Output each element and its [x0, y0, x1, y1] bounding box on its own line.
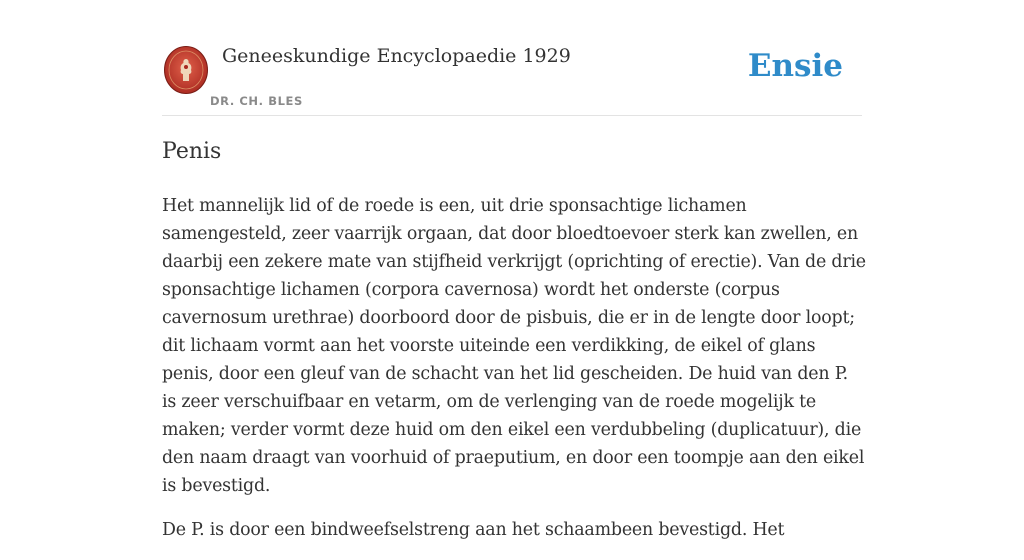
ensie-brand-link[interactable]: Ensie — [747, 48, 843, 84]
entry-body — [162, 192, 866, 560]
header — [162, 40, 862, 116]
encyclopedia-cover-logo-icon[interactable] — [164, 46, 208, 94]
entry-title: Penis — [162, 139, 222, 164]
entry-paragraph: De P. is door een bindweefselstreng aan het schaambeen bevestigd. Het — [162, 520, 785, 540]
entry-paragraph: Het mannelijk lid of de roede is een, uit drie sponsachtige lichamen samengesteld, zeer vaarrijk orgaan, dat door bloedtoevoer sterk kan zwellen, en daarbij een zekere mate van stijfheid verkrijgt (oprichting of erectie). Van de drie sponsachtige lichamen (corpora cavernosa) wordt het onderste (corpus cavernosum urethrae) doorboord door de pisbuis, die er in de lengte door loopt; dit lichaam vormt aan het voorste uiteinde een verdikking, de eikel of glans penis, door een gleuf van de schacht van het lid gescheiden. De huid van den P. is zeer verschuifbaar en vetarm, om de verlenging van de roede mogelijk te maken; verder vormt deze huid om den eikel een verdubbeling (duplicatuur), die den naam draagt van voorhuid of praeputium, en door een toompje aan den eikel is bevestigd. — [162, 196, 866, 496]
author-name: DR. CH. BLES — [210, 94, 303, 108]
book-title: Geneeskundige Encyclopaedie 1929 — [222, 45, 571, 67]
